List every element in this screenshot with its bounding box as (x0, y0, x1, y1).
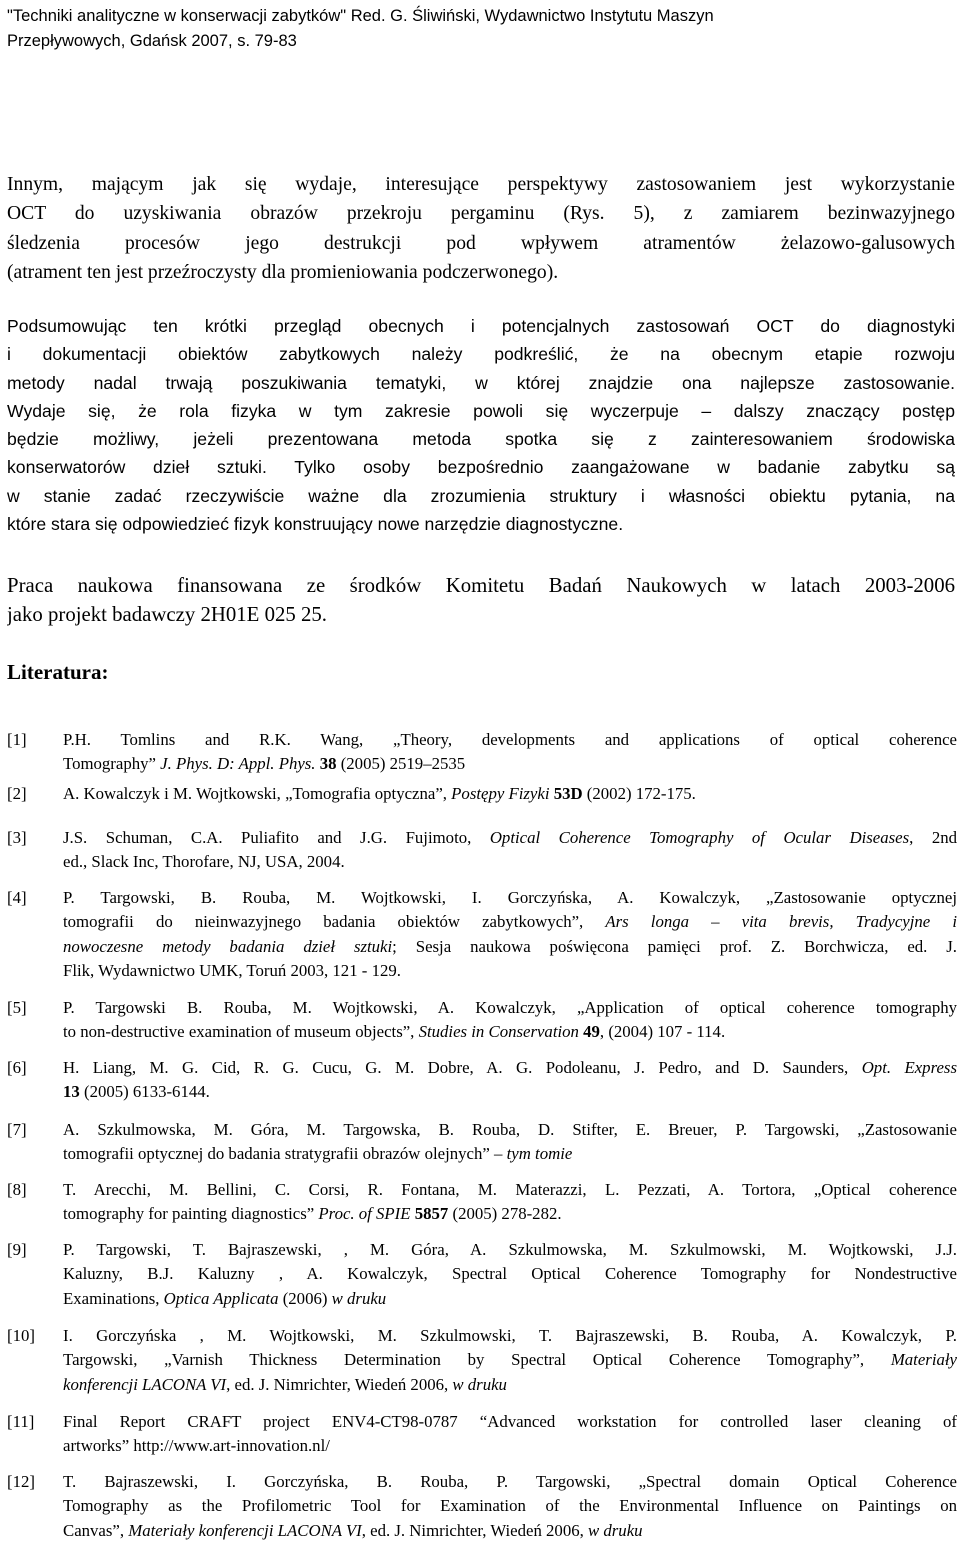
paragraph-oct-parchment (7, 170, 955, 287)
reference-text (63, 826, 957, 875)
reference-line: Kaluzny, B.J. Kaluzny , A. Kowalczyk, Spectral Optical Coherence Tomography for Nondestructive (63, 1264, 957, 1284)
reference-number: [3] (7, 828, 27, 847)
reference-line: tomografii do nieinwazyjnego badania obiektów zabytkowych”, Ars longa – vita brevis, Tradycyjne i (63, 912, 957, 932)
paragraph-line: (atrament ten jest przeźroczysty dla promieniowania podczerwonego). (7, 261, 559, 283)
paragraph-line: w stanie zadać rzeczywiście ważne dla zrozumienia struktury i własności obiektu pytania, na (7, 485, 955, 506)
paragraph-line: Innym, mającym jak się wydaje, interesujące perspektywy zastosowaniem jest wykorzystanie (7, 174, 955, 195)
reference-line: P.H. Tomlins and R.K. Wang, „Theory, developments and applications of optical coherence (63, 730, 957, 749)
reference-line: tomography for painting diagnostics” Proc. of SPIE 5857 (2005) 278-282. (63, 1204, 562, 1224)
literature-heading: Literatura: (7, 660, 109, 684)
reference-text (63, 1324, 957, 1397)
reference-line: A. Szkulmowska, M. Góra, M. Targowska, B. Rouba, D. Stifter, E. Breuer, P. Targowski, „Zastosowanie (63, 1120, 957, 1139)
reference-text (63, 1470, 957, 1543)
reference-line: Examinations, Optica Applicata (2006) w druku (63, 1288, 387, 1308)
reference-text (63, 782, 957, 806)
reference-number: [11] (7, 1412, 35, 1431)
header-line-1: "Techniki analityczne w konserwacji zabytków" Red. G. Śliwiński, Wydawnictwo Instytutu Maszyn (7, 7, 714, 25)
publication-header (7, 4, 957, 54)
reference-line: P. Targowski, T. Bajraszewski, , M. Góra, A. Szkulmowska, M. Szkulmowski, M. Wojtkowski, J.J. (63, 1240, 957, 1259)
reference-text (63, 1118, 957, 1167)
reference-number: [10] (7, 1326, 35, 1345)
reference-line: P. Targowski, B. Rouba, M. Wojtkowski, I. Gorczyńska, A. Kowalczyk, „Zastosowanie optycznej (63, 888, 957, 907)
paragraph-line: i dokumentacji obiektów zabytkowych należy podkreślić, że na obecnym etapie rozwoju (7, 344, 955, 365)
reference-number: [6] (7, 1058, 27, 1077)
reference-line: Flik, Wydawnictwo UMK, Toruń 2003, 121 - 129. (63, 960, 401, 980)
reference-number: [12] (7, 1472, 35, 1491)
reference-line: Final Report CRAFT project ENV4-CT98-0787 “Advanced workstation for controlled laser cleaning of (63, 1412, 957, 1431)
paragraph-line: konserwatorów dzieł sztuki. Tylko osoby bezpośrednio zaangażowane w badanie zabytku są (7, 457, 955, 478)
reference-text (63, 996, 957, 1045)
reference-line: ed., Slack Inc, Thorofare, NJ, USA, 2004. (63, 852, 345, 872)
reference-line: I. Gorczyńska , M. Wojtkowski, M. Szkulmowski, T. Bajraszewski, B. Rouba, A. Kowalczyk, P. (63, 1326, 957, 1345)
reference-line: tomografii optycznej do badania stratygrafii obrazów olejnych” – tym tomie (63, 1144, 573, 1164)
reference-line: artworks” http://www.art-innovation.nl/ (63, 1436, 330, 1456)
reference-text (63, 1056, 957, 1105)
paragraph-funding (7, 572, 955, 629)
paragraph-line: metody nadal trwają poszukiwania tematyki, w której znajdzie ona najlepsze zastosowanie. (7, 372, 955, 393)
reference-line: nowoczesne metody badania dzieł sztuki; Sesja naukowa poświęcona pamięci prof. Z. Borchwicza, ed. J. (63, 936, 957, 956)
reference-line: to non-destructive examination of museum objects”, Studies in Conservation 49, (2004) 107 - 114. (63, 1022, 726, 1042)
paragraph-line: będzie możliwy, jeżeli prezentowana metoda spotka się z zainteresowaniem środowiska (7, 429, 955, 450)
paragraph-line: OCT do uzyskiwania obrazów przekroju pergaminu (Rys. 5), z zamiarem bezinwazyjnego (7, 203, 955, 225)
reference-text (63, 1238, 957, 1311)
reference-number: [9] (7, 1240, 27, 1259)
reference-line: Canvas”, Materiały konferencji LACONA VI, ed. J. Nimrichter, Wiedeń 2006, w druku (63, 1520, 643, 1540)
reference-text (63, 1178, 957, 1227)
header-line-2: Przepływowych, Gdańsk 2007, s. 79-83 (7, 32, 297, 50)
reference-line: H. Liang, M. G. Cid, R. G. Cucu, G. M. Dobre, A. G. Podoleanu, J. Pedro, and D. Saunders, Opt. Express (63, 1058, 957, 1077)
paragraph-line: Podsumowując ten krótki przegląd obecnych i potencjalnych zastosowań OCT do diagnostyki (7, 316, 955, 336)
reference-line: J.S. Schuman, C.A. Puliafito and J.G. Fujimoto, Optical Coherence Tomography of Ocular Diseases, 2nd (63, 828, 957, 847)
reference-line: Targowski, „Varnish Thickness Determination by Spectral Optical Coherence Tomography”, Materiały (63, 1350, 957, 1370)
reference-line: 13 (2005) 6133-6144. (63, 1082, 210, 1102)
paragraph-line: które stara się odpowiedzieć fizyk konstruujący nowe narzędzie diagnostyczne. (7, 514, 624, 535)
reference-line: Tomography as the Profilometric Tool for Examination of the Environmental Influence on Paintings on (63, 1496, 957, 1516)
reference-number: [7] (7, 1120, 27, 1139)
reference-number: [2] (7, 784, 27, 803)
reference-text (63, 1410, 957, 1459)
reference-line: T. Bajraszewski, I. Gorczyńska, B. Rouba, P. Targowski, „Spectral domain Optical Coherence (63, 1472, 957, 1491)
paragraph-line: śledzenia procesów jego destrukcji pod wpływem atramentów żelazowo-galusowych (7, 232, 955, 254)
reference-number: [1] (7, 730, 27, 749)
reference-number: [8] (7, 1180, 27, 1199)
reference-line: T. Arecchi, M. Bellini, C. Corsi, R. Fontana, M. Materazzi, L. Pezzati, A. Tortora, „Optical coherence (63, 1180, 957, 1199)
paragraph-line: Praca naukowa finansowana ze środków Komitetu Badań Naukowych w latach 2003-2006 (7, 574, 955, 597)
paragraph-summary (7, 312, 955, 538)
reference-number: [4] (7, 888, 27, 907)
reference-line: Tomography” J. Phys. D: Appl. Phys. 38 (2005) 2519–2535 (63, 754, 466, 774)
paragraph-line: Wydaje się, że rola fizyka w tym zakresie powoli się wyczerpuje – dalszy znaczący postęp (7, 400, 955, 421)
reference-line: konferencji LACONA VI, ed. J. Nimrichter, Wiedeń 2006, w druku (63, 1374, 507, 1394)
reference-line: A. Kowalczyk i M. Wojtkowski, „Tomografia optyczna”, Postępy Fizyki 53D (2002) 172-175. (63, 784, 696, 803)
reference-number: [5] (7, 998, 27, 1017)
reference-line: P. Targowski B. Rouba, M. Wojtkowski, A. Kowalczyk, „Application of optical coherence tomography (63, 998, 957, 1017)
reference-text (63, 886, 957, 983)
reference-text (63, 728, 957, 777)
paragraph-line: jako projekt badawczy 2H01E 025 25. (7, 602, 327, 626)
